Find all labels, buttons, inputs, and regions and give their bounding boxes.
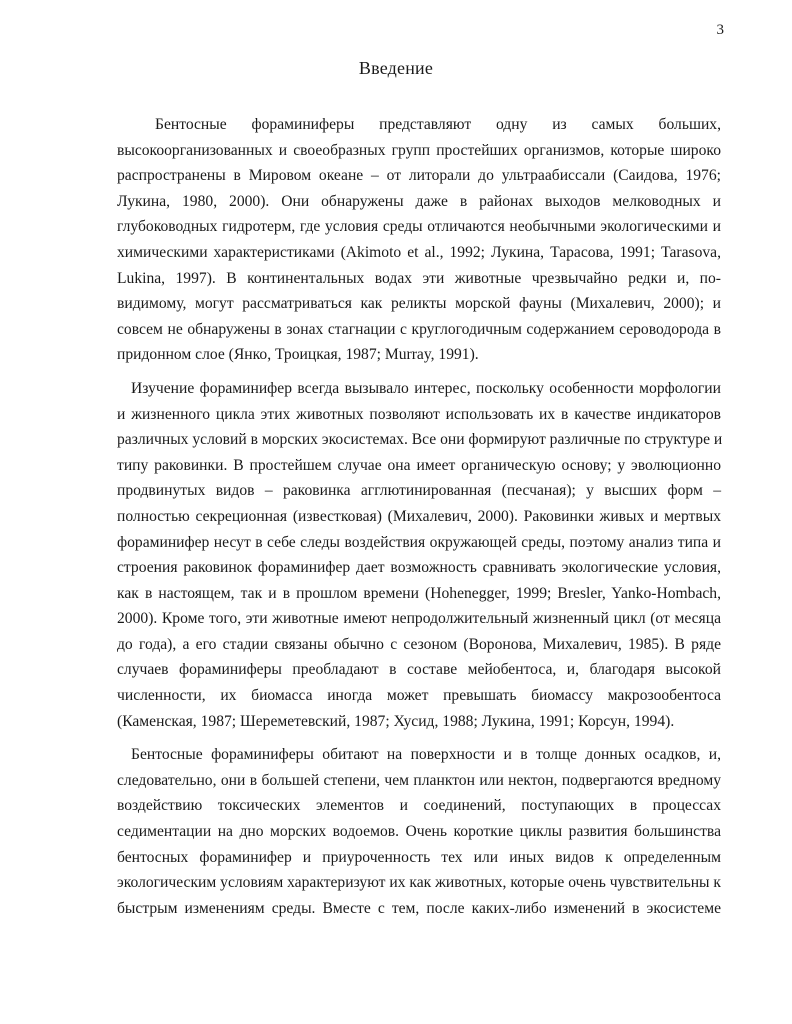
- text-line: различных условий в морских экосистемах. Все они формируют различные по структуре и: [117, 431, 723, 449]
- text-line: случаев фораминиферы преобладают в составе мейобентоса, и, благодаря высокой: [117, 661, 721, 679]
- text-line: численности, их биомасса иногда может превышать биомассу макрозообентоса: [117, 687, 721, 705]
- text-line: (Каменская, 1987; Шереметевский, 1987; Хусид, 1988; Лукина, 1991; Корсун, 1994).: [117, 712, 675, 730]
- text-line: до года), а его стадии связаны обычно с сезоном (Воронова, Михалевич, 1985). В ряде: [117, 635, 721, 653]
- text-line: Лукина, 1980, 2000). Они обнаружены даже в районах выходов мелководных и: [117, 192, 721, 210]
- text-line: Бентосные фораминиферы представляют одну из самых больших,: [155, 116, 721, 133]
- text-line: химическими характеристиками (Akimoto et al., 1992; Лукина, Тарасова, 1991; Tarasova,: [117, 243, 721, 261]
- text-line: как в настоящем, так и в прошлом времени (Hohenegger, 1999; Bresler, Yanko-Hombach,: [117, 584, 721, 602]
- text-line: Изучение фораминифер всегда вызывало интерес, поскольку особенности морфологии: [131, 379, 721, 397]
- paragraph-2: [117, 376, 721, 734]
- document-body: [117, 112, 721, 921]
- text-line: 2000). Кроме того, эти животные имеют непродолжительный жизненный цикл (от месяца: [117, 610, 721, 628]
- text-line: видимому, могут рассматриваться как реликты морской фауны (Михалевич, 2000); и: [117, 295, 721, 313]
- text-line: типу раковинки. В простейшем случае она имеет органическую основу; у эволюционно: [117, 456, 721, 474]
- text-line: бентосных фораминифер и приуроченность тех или иных видов к определенным: [117, 848, 721, 866]
- text-line: следовательно, они в большей степени, чем планктон или нектон, подвергаются вредному: [117, 771, 721, 789]
- text-line: полностью секреционная (известковая) (Михалевич, 2000). Раковинки живых и мертвых: [117, 507, 721, 525]
- text-line: строения раковинок фораминифер дает возможность сравнивать экологические условия,: [117, 559, 721, 577]
- page-title: Введение: [358, 58, 434, 78]
- text-line: фораминифер несут в себе следы воздействия окружающей среды, поэтому анализ типа и: [117, 533, 721, 551]
- text-line: Lukina, 1997). В континентальных водах эти животные чрезвычайно редки и, по-: [117, 269, 721, 287]
- text-line: высокоорганизованных и своеобразных групп простейших организмов, которые широко: [117, 141, 721, 159]
- text-line: и жизненного цикла этих животных позволяют использовать их в качестве индикаторов: [117, 405, 721, 423]
- text-line: придонном слое (Янко, Троицкая, 1987; Murray, 1991).: [117, 346, 479, 364]
- text-line: распространены в Мировом океане – от литорали до ультраабиссали (Саидова, 1976;: [117, 167, 721, 185]
- paragraph-3: [117, 742, 721, 921]
- text-line: совсем не обнаружены в зонах стагнации с круглогодичным содержанием сероводорода в: [117, 320, 721, 338]
- page-number: 3: [716, 22, 724, 38]
- text-line: воздействию токсических элементов и соединений, поступающих в процессах: [117, 797, 721, 815]
- text-line: седиментации на дно морских водоемов. Очень короткие циклы развития большинства: [117, 823, 721, 841]
- text-line: экологическим условиям характеризуют их как животных, которые очень чувствительны к: [117, 874, 721, 892]
- text-line: глубоководных гидротерм, где условия среды отличаются необычными экологическими и: [117, 218, 721, 236]
- paragraph-1: [117, 112, 721, 368]
- text-line: Бентосные фораминиферы обитают на поверхности и в толще донных осадков, и,: [131, 746, 721, 764]
- text-line: продвинутых видов – раковинка агглютинированная (песчаная); у высших форм –: [117, 482, 721, 500]
- text-line: быстрым изменениям среды. Вместе с тем, после каких-либо изменений в экосистеме: [117, 899, 721, 917]
